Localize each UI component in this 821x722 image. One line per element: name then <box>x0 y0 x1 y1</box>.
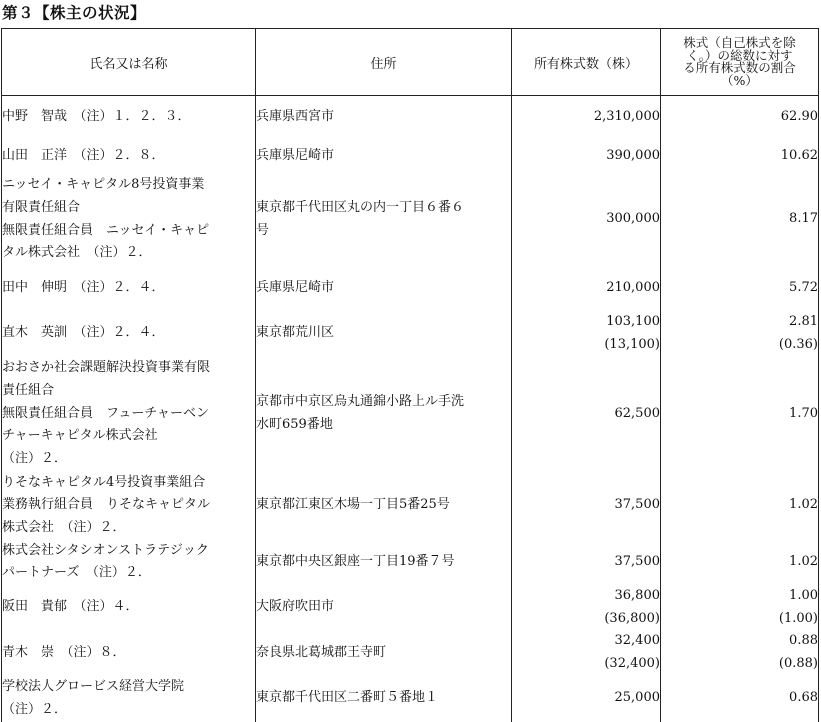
shareholder-name <box>2 472 256 540</box>
ratio-value: 62.90 <box>780 109 818 125</box>
table-row <box>2 266 819 311</box>
shareholder-name-line: 直木 英訓 （注）２．４． <box>2 325 165 341</box>
shareholder-address-line: 大阪府吹田市 <box>256 599 335 615</box>
shares-value: 2,310,000 <box>593 109 660 125</box>
ownership-ratio <box>661 630 819 675</box>
shares-value: 25,000 <box>614 690 660 706</box>
shareholder-address-line: 東京都荒川区 <box>256 325 335 341</box>
shareholder-address-line: 東京都千代田区丸の内一丁目６番６ <box>256 199 465 215</box>
shareholder-address-line: 東京都中央区銀座一丁目19番７号 <box>256 553 455 569</box>
shareholder-address-line: 号 <box>256 222 270 238</box>
shareholder-address-line: 兵庫県尼崎市 <box>256 279 335 295</box>
header-ratio-line: る所有株式数の割合 <box>683 60 796 75</box>
ownership-ratio <box>661 96 819 140</box>
shares-value: 390,000 <box>606 148 660 164</box>
ratio-value: 5.72 <box>789 279 818 295</box>
shareholder-name <box>2 266 256 311</box>
ratio-value: 1.00 <box>789 588 818 604</box>
shareholder-address-line: 奈良県北葛城郡王寺町 <box>256 644 387 660</box>
shareholder-name <box>2 540 256 585</box>
shareholder-address <box>256 585 512 630</box>
shareholder-address-line: 東京都千代田区二番町５番地１ <box>256 690 439 706</box>
shareholder-name-line: りそなキャピタル4号投資事業組合 <box>2 474 206 490</box>
shareholder-name-line: 中野 智哉 （注）１．２．３． <box>2 109 191 125</box>
shareholders-table <box>1 28 819 722</box>
shareholder-name-line: （注）２． <box>2 451 68 467</box>
shareholder-address-line: 兵庫県西宮市 <box>256 109 335 125</box>
shareholder-name-line: 山田 正洋 （注）２．８． <box>2 148 165 164</box>
ownership-ratio <box>661 140 819 174</box>
ratio-value: 1.70 <box>789 405 818 421</box>
shareholder-name-line: 田中 伸明 （注）２．４． <box>2 279 165 295</box>
shares-value: 32,400 <box>614 633 660 649</box>
shareholder-address <box>256 140 512 174</box>
header-name: 氏名又は名称 <box>2 29 256 96</box>
header-ratio-line: く。）の総数に対す <box>686 47 793 63</box>
shareholder-address-line: 兵庫県尼崎市 <box>256 148 335 164</box>
ratio-sub-value: (1.00) <box>778 610 818 626</box>
shareholder-name-line: 業務執行組合員 りそなキャピタル <box>2 497 211 513</box>
shareholder-name <box>2 96 256 140</box>
shareholder-address <box>256 174 512 266</box>
shares-value: 37,500 <box>614 497 660 513</box>
shares-owned <box>512 174 661 266</box>
ratio-value: 0.68 <box>789 690 818 706</box>
shares-owned <box>512 266 661 311</box>
shares-value: 62,500 <box>614 405 660 421</box>
ratio-value: 10.62 <box>780 148 818 164</box>
shareholder-name-line: パートナーズ （注）２． <box>2 565 151 581</box>
table-header-row <box>2 29 819 96</box>
shareholder-name <box>2 140 256 174</box>
header-ratio-line: （%） <box>721 72 758 88</box>
shareholder-name-line: チャーキャピタル株式会社 <box>2 428 158 444</box>
ownership-ratio <box>661 266 819 311</box>
ratio-value: 0.88 <box>789 633 818 649</box>
shares-owned <box>512 311 661 357</box>
table-row <box>2 174 819 266</box>
shareholder-address <box>256 311 512 357</box>
shares-owned <box>512 140 661 174</box>
ownership-ratio <box>661 585 819 630</box>
ownership-ratio <box>661 311 819 357</box>
shares-value: 210,000 <box>606 279 660 295</box>
header-ratio <box>661 29 819 96</box>
shares-owned <box>512 96 661 140</box>
shareholder-name-line: 有限責任組合 <box>2 199 81 215</box>
header-shares: 所有株式数（株） <box>512 29 661 96</box>
shareholder-address <box>256 472 512 540</box>
shareholder-address <box>256 96 512 140</box>
shareholder-name <box>2 585 256 630</box>
shares-owned <box>512 540 661 585</box>
shares-owned <box>512 357 661 472</box>
shareholder-name <box>2 357 256 472</box>
shareholder-name-line: 無限責任組合員 フューチャーベン <box>2 405 209 421</box>
shareholder-name-line: 株式会社 （注）２． <box>2 519 126 535</box>
table-row <box>2 357 819 472</box>
shares-owned <box>512 630 661 675</box>
shareholder-name-line: 責任組合 <box>2 382 55 398</box>
header-address: 住所 <box>256 29 512 96</box>
shares-sub-value: (13,100) <box>604 336 660 352</box>
ratio-value: 8.17 <box>789 211 818 227</box>
shareholder-address <box>256 630 512 675</box>
ownership-ratio <box>661 540 819 585</box>
ratio-value: 1.02 <box>789 553 818 569</box>
shareholder-name-line: （注）２． <box>2 701 68 717</box>
shares-value: 300,000 <box>606 211 660 227</box>
shareholder-address-line: 京都市中京区烏丸通錦小路上ル手洗 <box>256 394 465 410</box>
shares-owned <box>512 472 661 540</box>
shareholder-name-line: 阪田 貴郁 （注）４． <box>2 599 139 615</box>
shareholder-address-line: 東京都江東区木場一丁目5番25号 <box>256 497 450 513</box>
table-row <box>2 311 819 357</box>
table-row <box>2 585 819 630</box>
ownership-ratio <box>661 357 819 472</box>
table-row <box>2 630 819 675</box>
shares-owned <box>512 585 661 630</box>
shareholder-name-line: 無限責任組合員 ニッセイ・キャピ <box>2 222 210 238</box>
shareholder-name-line: 株式会社シタシオンストラテジック <box>2 542 209 558</box>
section-heading: 第３【株主の状況】 <box>2 4 147 22</box>
shares-sub-value: (36,800) <box>604 610 660 626</box>
ownership-ratio <box>661 174 819 266</box>
ratio-sub-value: (0.36) <box>778 336 818 352</box>
shareholder-name <box>2 311 256 357</box>
shares-value: 37,500 <box>614 553 660 569</box>
shares-sub-value: (32,400) <box>604 656 660 672</box>
table-row <box>2 140 819 174</box>
shareholder-name-line: ニッセイ・キャピタル8号投資事業 <box>2 177 205 193</box>
shareholder-name <box>2 630 256 675</box>
shares-value: 36,800 <box>614 588 660 604</box>
shareholder-address <box>256 540 512 585</box>
shareholder-name-line: タル株式会社 （注）２． <box>2 245 152 261</box>
header-ratio-line: 株式（自己株式を除 <box>683 35 796 50</box>
shares-value: 103,100 <box>606 313 660 329</box>
shareholder-name-line: 学校法人グロービス経営大学院 <box>2 679 185 695</box>
ratio-value: 1.02 <box>789 497 818 513</box>
table-body <box>2 96 819 722</box>
table-row <box>2 540 819 585</box>
shareholder-address <box>256 266 512 311</box>
shareholder-address-line: 水町659番地 <box>256 417 333 432</box>
shareholder-name-line: おおさか社会課題解決投資事業有限 <box>2 360 211 376</box>
table-row <box>2 96 819 140</box>
ratio-value: 2.81 <box>789 313 818 329</box>
table-row <box>2 472 819 540</box>
shareholder-name-line: 青木 崇 （注）８． <box>2 644 126 660</box>
shareholder-address <box>256 357 512 472</box>
ownership-ratio <box>661 472 819 540</box>
shareholder-name <box>2 174 256 266</box>
ratio-sub-value: (0.88) <box>778 656 818 672</box>
